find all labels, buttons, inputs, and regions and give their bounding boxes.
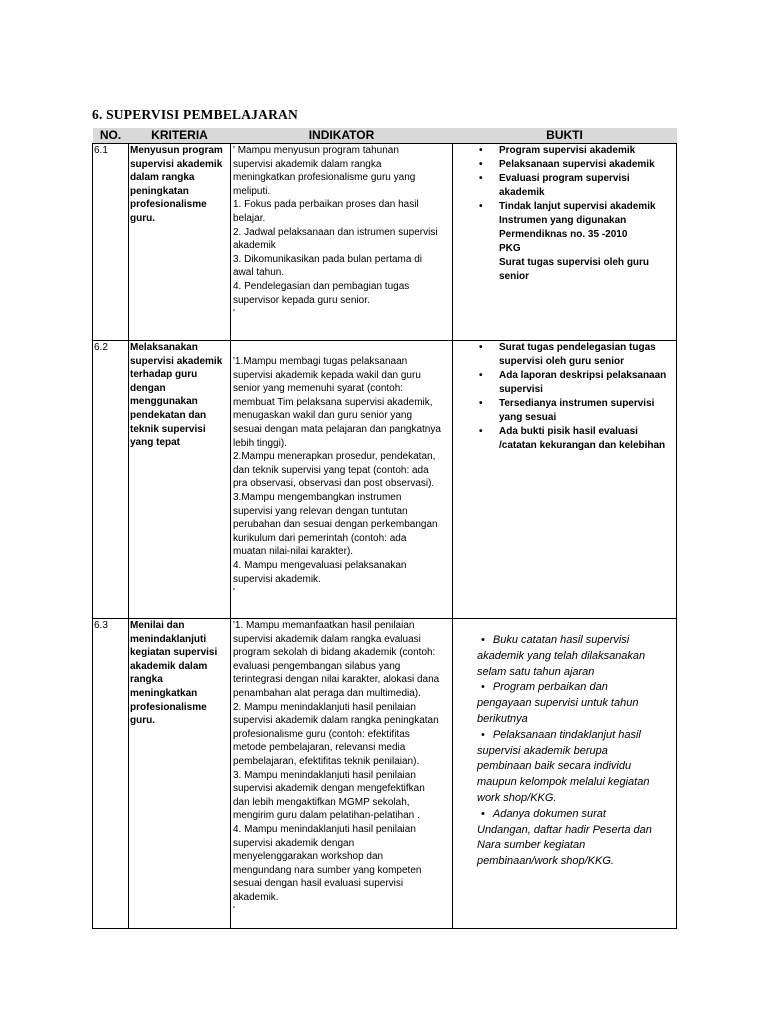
text-line: penambahan alat peraga dan multimedia). <box>233 687 421 699</box>
kriteria-cell <box>129 341 231 619</box>
bukti-text: Nara sumber kegiatan <box>477 839 586 852</box>
bukti-text: pembinaan baik secara individu <box>477 760 632 773</box>
bukti-item: • Program supervisi akademik <box>457 144 676 158</box>
row-number: 6.3 <box>93 619 129 929</box>
text-line: belajar. <box>233 212 266 224</box>
text-line: senior yang memenuhi syarat (contoh: <box>233 383 404 395</box>
text-line: guru. <box>130 715 155 727</box>
bukti-item: • Evaluasi program supervisi <box>457 172 676 186</box>
text-line: akademik <box>233 240 276 252</box>
text-line: kegiatan supervisi <box>130 647 218 659</box>
header-bukti: BUKTI <box>453 128 677 144</box>
text-line: 2. Jadwal pelaksanaan dan istrumen supervisi <box>233 226 438 238</box>
indikator-cell <box>231 144 453 341</box>
text-line: akademik dalam <box>130 660 208 672</box>
text-line: profesionalisme <box>130 701 207 713</box>
text-line: 3. Dikomunikasikan pada bulan pertama di <box>233 253 422 265</box>
text-line: supervisi akademik kepada wakil dan guru <box>233 369 421 381</box>
bukti-text: Pelaksanaan tindaklanjut hasil <box>492 728 641 741</box>
text-line: mengirim guru dalam pelatihan-pelatihan . <box>233 810 420 822</box>
bukti-list <box>457 341 676 453</box>
text-line: terhadap guru <box>130 369 198 381</box>
bukti-item-continued <box>477 665 676 681</box>
bukti-item-continued <box>477 696 676 712</box>
text-line: ' <box>233 905 235 917</box>
bukti-item: • Ada laporan deskripsi pelaksanaan <box>457 369 676 383</box>
text-line: 1. Fokus pada perbaikan proses dan hasil <box>233 199 419 211</box>
bukti-item <box>477 680 676 696</box>
text-line: 4. Mampu mengevaluasi pelaksanakan <box>233 559 407 571</box>
bukti-item-continued <box>477 759 676 775</box>
text-line: supervisi akademik dengan mengefektifkan <box>233 783 425 795</box>
text-line: 2.Mampu menerapkan prosedur, pendekatan, <box>233 451 436 463</box>
text-line: terintegrasi dengan nilai karakter, alokasi dana <box>233 674 440 686</box>
bukti-text: berikutnya <box>477 712 528 725</box>
bukti-item-continued <box>477 838 676 854</box>
text-line: membuat Tim pelaksana supervisi akademik, <box>233 396 433 408</box>
bukti-item-continued <box>477 854 676 870</box>
bukti-text: Buku catatan hasil supervisi <box>492 634 630 646</box>
bukti-item-continued <box>477 775 676 791</box>
text-line: ' <box>233 587 235 599</box>
header-no: NO. <box>93 128 129 144</box>
text-line: 2. Mampu menindaklanjuti hasil penilaian <box>233 701 416 713</box>
bukti-item-continued <box>477 712 676 728</box>
table-row <box>93 144 677 341</box>
text-line: pembelajaran, efektifitas teknik penilaian). <box>233 755 420 767</box>
bukti-cell <box>453 341 677 619</box>
text-line: dan lebih mengaktifkan MGMP sekolah, <box>233 796 410 808</box>
text-line: menugaskan wakil dan guru senior yang <box>233 410 412 422</box>
text-line: muatan nilai-nilai karakter). <box>233 546 354 558</box>
kriteria-cell <box>129 144 231 341</box>
text-line: menggunakan <box>130 396 198 408</box>
bukti-item-continued: supervisi oleh guru senior <box>499 356 625 367</box>
bukti-item-continued: yang sesuai <box>499 412 557 423</box>
text-line: profesionalisme <box>130 199 207 211</box>
text-line: sesuai dengan hasil evaluasi supervisi <box>233 878 404 890</box>
text-line: guru. <box>130 212 155 224</box>
bukti-item: • Surat tugas pendelegasian tugas <box>457 341 676 355</box>
bukti-item-continued <box>477 823 676 839</box>
section-title: 6. SUPERVISI PEMBELAJARAN <box>92 107 298 122</box>
bukti-list <box>457 144 676 284</box>
text-line: metode pembelajaran, relevansi media <box>233 742 406 754</box>
bukti-text: Adanya dokumen surat <box>492 807 606 820</box>
text-line: meningkatkan <box>130 687 198 699</box>
bukti-text: pengayaan supervisi untuk tahun <box>477 697 639 710</box>
text-line: supervisi akademik dalam rangka <box>233 158 382 170</box>
bukti-text: pembinaan/work shop/KKG. <box>477 855 614 868</box>
text-line: '1.Mampu membagi tugas pelaksanaan <box>233 356 408 367</box>
text-line: awal tahun. <box>233 267 285 279</box>
text-line: Menilai dan <box>130 620 185 631</box>
bukti-item <box>477 633 676 649</box>
header-kriteria: KRITERIA <box>129 128 231 144</box>
text-line: dalam rangka <box>130 172 195 184</box>
text-line: pendekatan dan <box>130 409 207 421</box>
text-line: rangka <box>130 674 163 686</box>
bukti-item-continued: supervisi <box>499 384 543 395</box>
supervision-table <box>92 128 677 929</box>
bukti-text: work shop/KKG. <box>477 791 557 804</box>
text-line: ' <box>233 308 235 320</box>
text-line: perubahan dan sesuai dengan perkembangan <box>233 519 438 531</box>
bukti-item: • Pelaksanaan supervisi akademik <box>457 158 676 172</box>
text-line: supervisi akademik dalam rangka evaluasi <box>233 633 421 645</box>
bukti-item-continued: PKG <box>499 243 521 254</box>
bukti-item: • Tersedianya instrumen supervisi <box>457 397 676 411</box>
text-line: akademik. <box>233 891 279 903</box>
bukti-item-continued <box>477 649 676 665</box>
text-line: Menyusun program <box>130 145 223 156</box>
bukti-item-continued: senior <box>499 271 530 282</box>
text-line: Melaksanakan <box>130 342 198 353</box>
text-line: kurikulum dari pemerintah (contoh: ada <box>233 532 407 544</box>
table-row <box>93 341 677 619</box>
indikator-cell <box>231 619 453 929</box>
text-line: 4. Mampu menindaklanjuti hasil penilaian <box>233 823 416 835</box>
bukti-text: maupun kelompok melalui kegiatan <box>477 776 650 789</box>
kriteria-cell <box>129 619 231 929</box>
text-line: ' Mampu menyusun program tahunan <box>233 145 399 156</box>
bukti-item-continued: Permendiknas no. 35 -2010 <box>499 229 628 240</box>
bullet-icon: • <box>481 681 485 694</box>
bukti-item-continued: akademik <box>499 187 545 198</box>
table-row <box>93 619 677 929</box>
header-indikator: INDIKATOR <box>231 128 453 144</box>
bukti-item-continued <box>477 744 676 760</box>
text-line: supervisi akademik dengan <box>233 837 355 849</box>
text-line: profesionalisme guru (contoh: efektifitas <box>233 728 410 740</box>
text-line: supervisi yang relevan dengan tuntutan <box>233 505 408 517</box>
text-line: supervisor kepada guru senior. <box>233 294 370 306</box>
bukti-item-continued: Surat tugas supervisi oleh guru <box>499 257 650 268</box>
bukti-text: Program perbaikan dan <box>492 681 608 694</box>
bullet-icon: • <box>481 807 485 820</box>
text-line: supervisi akademik. <box>233 573 321 585</box>
text-line: menindaklanjuti <box>130 633 207 645</box>
table-header-row <box>93 128 677 144</box>
bukti-item-continued: /catatan kekurangan dan kelebihan <box>499 440 666 451</box>
text-line: sesuai dengan mata pelajaran dan pangkatnya <box>233 423 441 435</box>
bukti-text: selam satu tahun ajaran <box>477 665 595 678</box>
text-line: meningkatkan profesionalisme guru yang <box>233 172 416 184</box>
row-number: 6.1 <box>93 144 129 341</box>
text-line: teknik supervisi <box>130 423 206 435</box>
bullet-icon: • <box>481 728 485 741</box>
text-line: 4. Pendelegasian dan pembagian tugas <box>233 280 410 292</box>
text-line: yang tepat <box>130 437 181 449</box>
text-line: supervisi akademik <box>130 158 223 170</box>
text-line: dan teknik supervisi yang tepat (contoh: ada <box>233 464 429 476</box>
text-line: menyelenggarakan workshop dan <box>233 851 384 863</box>
row-number: 6.2 <box>93 341 129 619</box>
bullet-icon: • <box>481 634 485 646</box>
bukti-text: supervisi akademik berupa <box>477 744 608 757</box>
text-line: supervisi akademik dalam rangka peningkatan <box>233 715 439 727</box>
text-line: '1. Mampu memanfaatkan hasil penilaian <box>233 620 415 631</box>
bukti-item <box>477 728 676 744</box>
bukti-cell <box>453 619 677 929</box>
text-line: peningkatan <box>130 185 189 197</box>
bukti-text: akademik yang telah dilaksanakan <box>477 649 646 662</box>
text-line: dengan <box>130 382 166 394</box>
text-line: program sekolah di bidang akademik (contoh: <box>233 647 436 659</box>
indikator-cell <box>231 341 453 619</box>
text-line: pra observasi, observasi dan post observasi). <box>233 478 435 490</box>
text-line: 3.Mampu mengembangkan instrumen <box>233 491 402 503</box>
text-line: mengundang nara sumber yang kompeten <box>233 864 422 876</box>
text-line: lebih tinggi). <box>233 437 287 449</box>
bukti-item-continued: Instrumen yang digunakan <box>499 215 627 226</box>
bukti-item <box>477 807 676 823</box>
text-line: supervisi akademik <box>130 355 223 367</box>
bukti-item-continued <box>477 791 676 807</box>
text-line: 3. Mampu menindaklanjuti hasil penilaian <box>233 769 416 781</box>
text-line: evaluasi pengembangan silabus yang <box>233 660 401 672</box>
bukti-item: • Tindak lanjut supervisi akademik <box>457 200 676 214</box>
bukti-item: • Ada bukti pisik hasil evaluasi <box>457 425 676 439</box>
bukti-text: Undangan, daftar hadir Peserta dan <box>477 823 652 836</box>
text-line: meliputi. <box>233 185 271 197</box>
bukti-list-italic <box>457 619 676 870</box>
bukti-cell <box>453 144 677 341</box>
